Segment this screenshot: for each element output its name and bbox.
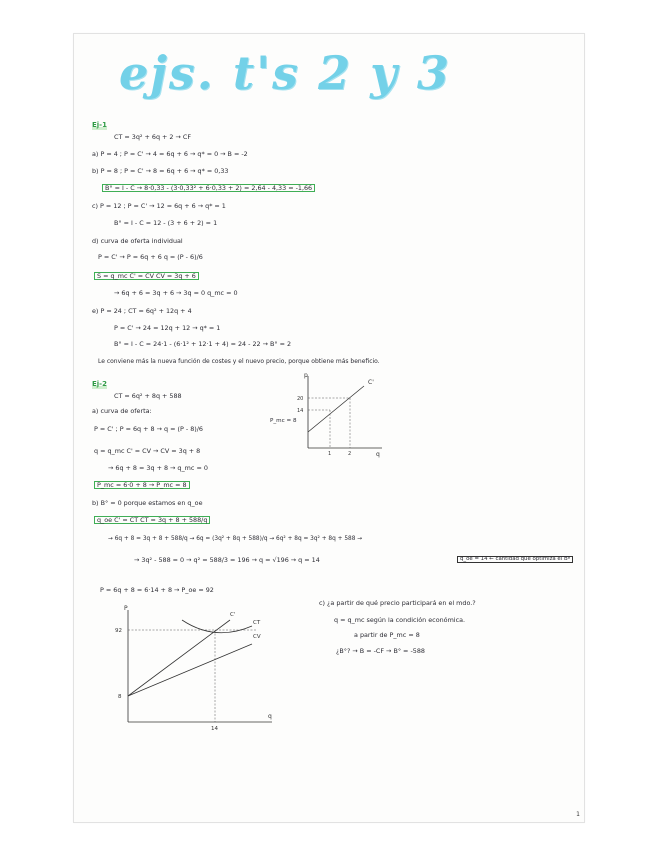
ej2-line-2: P = C' ; P = 6q + 8 → q = (P - 8)/6 (94, 425, 203, 433)
ej2-line-1: a) curva de oferta: (92, 407, 152, 415)
ej2-line-13: a partir de P_mc = 8 (354, 631, 420, 639)
graph2-axis-q-label: q (268, 713, 272, 720)
ej2-line-7: q_oe C' = CT CT = 3q + 8 + 588/q (94, 516, 210, 524)
graph2-tick-92: 92 (115, 628, 122, 634)
ej2-line-4: → 6q + 8 = 3q + 8 → q_mc = 0 (108, 464, 208, 472)
graph2-label-ct: CT (253, 620, 261, 626)
cost-graph-2 (112, 602, 282, 742)
ej2-line-11: c) ¿a partir de qué precio participará en el mdo.? (319, 599, 476, 607)
graph1-axis-q-label: q (376, 451, 380, 458)
graph2-tick-14: 14 (211, 726, 218, 732)
ej2-line-14: ¿B°? → B = -CF → B° = -588 (336, 647, 425, 655)
ej1-line-11: P = C' → 24 = 12q + 12 → q* = 1 (114, 324, 221, 332)
graph2-mc-line (128, 620, 230, 696)
ej1-conclusion: Le conviene más la nueva función de costes y el nuevo precio, porque obtiene más beneficio. (98, 358, 380, 365)
graph1-mc-curve (308, 386, 364, 432)
graph2-avc-line (128, 644, 252, 696)
ej1-line-12: B° = I - C = 24·1 - (6·1² + 12·1 + 4) = 24 - 22 → B° = 2 (114, 340, 292, 348)
ej1-line-6: d) curva de oferta individual (92, 237, 183, 245)
graph2-tick-8: 8 (118, 694, 122, 700)
graph2-label-mc: C' (230, 612, 236, 618)
ej1-line-4: c) P = 12 ; P = C' → 12 = 6q + 6 → q* = 1 (92, 202, 226, 210)
ej1-line-0: CT = 3q² + 6q + 2 → CF (114, 133, 192, 141)
notebook-page (73, 33, 585, 823)
ej2-line-9: → 3q² - 588 = 0 → q² = 588/3 = 196 → q = √196 → q = 14 (134, 556, 320, 564)
ej2-line-0: CT = 6q² + 8q + 588 (114, 392, 182, 400)
ej2-side-note: q_oe = 14 ← cantidad que optimiza el Bº (457, 556, 573, 563)
supply-graph-1 (294, 370, 384, 460)
graph1-tick-20: 20 (297, 396, 304, 402)
ej1-line-2: b) P = 8 ; P = C' → 8 = 6q + 6 → q* = 0,33 (92, 167, 229, 175)
ej1-line-9: → 6q + 6 = 3q + 6 → 3q = 0 q_mc = 0 (114, 289, 238, 297)
graph1-pmc-label: P_mc = 8 (270, 418, 297, 424)
ej2-line-10: P = 6q + 8 = 6·14 + 8 → P_oe = 92 (100, 586, 214, 594)
ej1-line-7: P = C' → P = 6q + 6 q = (P - 6)/6 (98, 253, 203, 261)
graph1-curve-label: C' (368, 379, 374, 386)
graph1-tick-14: 14 (297, 408, 304, 414)
ej1-line-1: a) P = 4 ; P = C' → 4 = 6q + 6 → q* = 0 → B = -2 (92, 150, 248, 158)
ej2-label: Ej-2 (92, 380, 107, 388)
ej1-line-10: e) P = 24 ; CT = 6q² + 12q + 4 (92, 307, 192, 315)
ej2-line-8: → 6q + 8 = 3q + 8 + 588/q → 6q = (3q² + 8q + 588)/q → 6q² + 8q = 3q² + 8q + 588 → (108, 536, 363, 542)
ej2-line-12: q = q_mc según la condición económica. (334, 616, 466, 624)
graph2-atc-curve (182, 620, 252, 633)
page-title: ejs. t's 2 y 3 (119, 46, 451, 100)
ej2-line-3: q = q_mc C' = CV → CV = 3q + 8 (94, 447, 201, 455)
graph1-axis-p-label: p (304, 372, 308, 379)
ej1-label: Ej-1 (92, 121, 107, 129)
ej1-line-3: B° = I - C → 8·0,33 - (3·0,33² + 6·0,33 + 2) = 2,64 - 4,33 = -1,66 (102, 184, 315, 192)
graph1-tick-q1: 1 (328, 451, 332, 457)
page-number: 1 (576, 811, 580, 818)
graph1-tick-q2: 2 (348, 451, 352, 457)
ej2-line-6: b) B° = 0 porque estamos en q_oe (92, 499, 203, 507)
graph2-axis-p-label: P (124, 605, 128, 612)
ej1-line-5: B° = I - C = 12 - (3 + 6 + 2) = 1 (114, 219, 218, 227)
ej1-line-8: S = q_mc C' = CV CV = 3q + 6 (94, 272, 199, 280)
ej2-line-5: P_mc = 6·0 + 8 → P_mc = 8 (94, 481, 190, 489)
graph2-label-cv: CV (253, 634, 261, 640)
